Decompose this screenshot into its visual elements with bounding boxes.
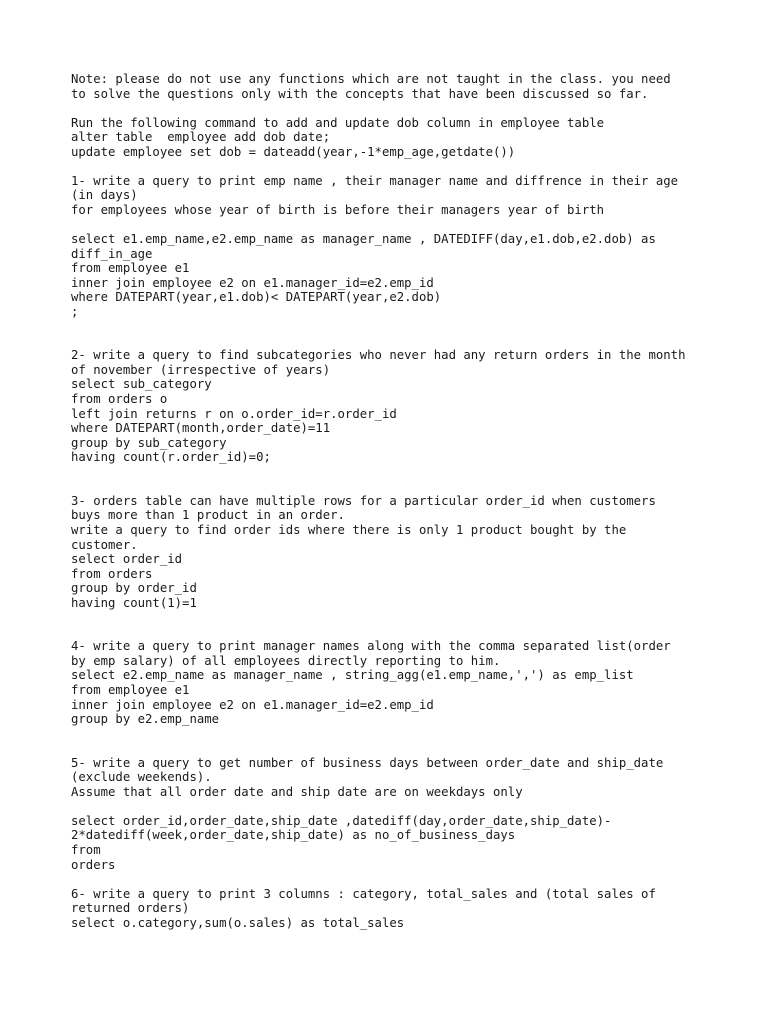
text-line: from — [71, 842, 101, 857]
text-line: select e2.emp_name as manager_name , string_agg(e1.emp_name,',') as emp_list — [71, 668, 634, 683]
text-line — [71, 101, 751, 116]
text-line: inner join employee e2 on e1.manager_id=e2.emp_id — [71, 697, 434, 712]
text-line: to solve the questions only with the concepts that have been discussed so far. — [71, 86, 649, 101]
text-line: alter table employee add dob date; — [71, 130, 331, 145]
text-line: group by sub_category — [71, 435, 227, 450]
text-line: from orders — [71, 566, 153, 581]
text-line: Assume that all order date and ship date are on weekdays only — [71, 784, 523, 799]
text-line: 3- orders table can have multiple rows for a particular order_id when customers — [71, 493, 656, 508]
text-line: returned orders) — [71, 901, 190, 916]
text-line — [71, 479, 751, 494]
text-line: 2*datediff(week,order_date,ship_date) as no_of_business_days — [71, 828, 516, 843]
text-line: write a query to find order ids where there is only 1 product bought by the — [71, 522, 627, 537]
text-line: select order_id — [71, 552, 183, 567]
text-line: diff_in_age — [71, 246, 153, 261]
text-line: buys more than 1 product in an order. — [71, 508, 345, 523]
text-line: 2- write a query to find subcategories who never had any return orders in the month — [71, 348, 686, 363]
text-line: (exclude weekends). — [71, 770, 212, 785]
text-line: orders — [71, 857, 116, 872]
text-line — [71, 159, 751, 174]
text-line: ; — [71, 304, 79, 319]
text-line: customer. — [71, 537, 138, 552]
text-line: left join returns r on o.order_id=r.order_id — [71, 406, 397, 421]
text-line: Run the following command to add and update dob column in employee table — [71, 115, 605, 130]
text-line: having count(r.order_id)=0; — [71, 450, 271, 465]
text-line — [71, 799, 751, 814]
text-line: 5- write a query to get number of business days between order_date and ship_date — [71, 755, 664, 770]
text-line: (in days) — [71, 188, 138, 203]
text-line: of november (irrespective of years) — [71, 362, 331, 377]
text-line — [71, 727, 751, 742]
text-line — [71, 465, 751, 480]
text-line: group by order_id — [71, 581, 197, 596]
text-line — [71, 217, 751, 232]
text-line: 6- write a query to print 3 columns : category, total_sales and (total sales of — [71, 886, 656, 901]
text-line: where DATEPART(month,order_date)=11 — [71, 421, 331, 436]
text-line: select o.category,sum(o.sales) as total_sales — [71, 915, 405, 930]
text-line: by emp salary) of all employees directly reporting to him. — [71, 653, 501, 668]
text-line: inner join employee e2 on e1.manager_id=e2.emp_id — [71, 275, 434, 290]
text-line: Note: please do not use any functions which are not taught in the class. you need — [71, 72, 671, 86]
text-line — [71, 872, 751, 887]
text-line: 1- write a query to print emp name , their manager name and diffrence in their age — [71, 173, 679, 188]
text-line — [71, 334, 751, 349]
text-line — [71, 319, 751, 334]
document-text — [71, 72, 751, 930]
text-line: from employee e1 — [71, 682, 190, 697]
text-line: having count(1)=1 — [71, 595, 197, 610]
text-line: from employee e1 — [71, 261, 190, 276]
text-line: select e1.emp_name,e2.emp_name as manager_name , DATEDIFF(day,e1.dob,e2.dob) as — [71, 232, 656, 247]
text-line — [71, 625, 751, 640]
text-line: select sub_category — [71, 377, 212, 392]
text-line — [71, 741, 751, 756]
text-line: 4- write a query to print manager names along with the comma separated list(order — [71, 639, 671, 654]
text-line: for employees whose year of birth is before their managers year of birth — [71, 202, 605, 217]
text-line: where DATEPART(year,e1.dob)< DATEPART(year,e2.dob) — [71, 290, 442, 305]
text-line: select order_id,order_date,ship_date ,datediff(day,order_date,ship_date)- — [71, 813, 612, 828]
text-line: update employee set dob = dateadd(year,-1*emp_age,getdate()) — [71, 144, 516, 159]
text-line: from orders o — [71, 392, 168, 407]
text-line — [71, 610, 751, 625]
text-line: group by e2.emp_name — [71, 712, 220, 727]
